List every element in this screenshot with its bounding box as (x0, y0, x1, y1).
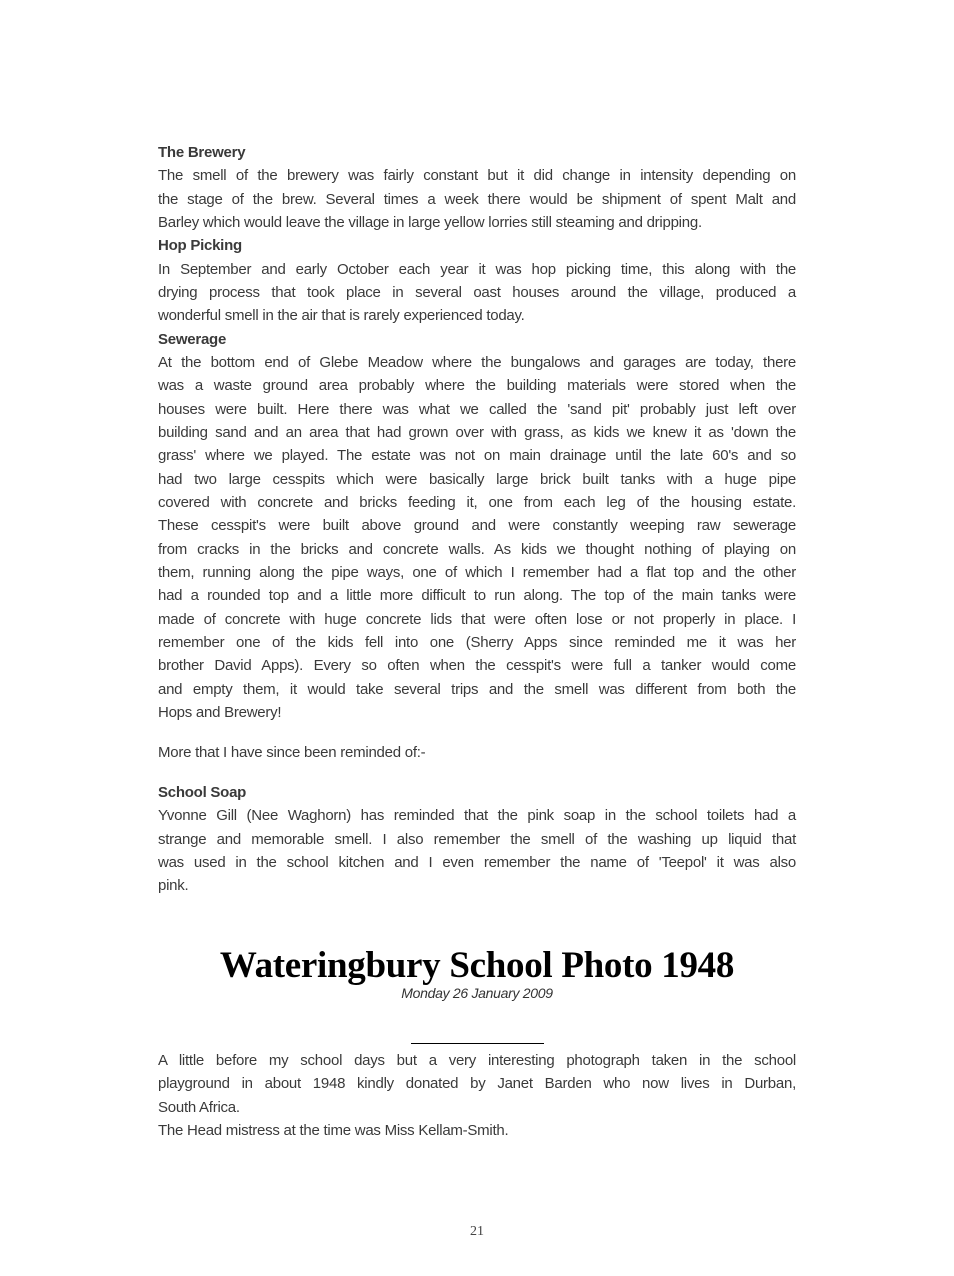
text-line: was a waste ground area probably where the building materials were stored when the (158, 377, 796, 395)
text-line: had a rounded top and a little more difficult to run along. The top of the main tanks were (158, 587, 796, 605)
text-line: The smell of the brewery was fairly constant but it did change in intensity depending on (158, 167, 796, 185)
article-title: Wateringbury School Photo 1948 (219, 945, 735, 986)
text-line: More that I have since been reminded of:- (158, 744, 426, 761)
text-line: was used in the school kitchen and I even remember the name of 'Teepol' it was also (158, 853, 796, 871)
section-heading: Sewerage (158, 330, 227, 348)
text-line: building sand and an area that had grown over with grass, as kids we knew it as 'down the (158, 423, 796, 441)
article-body (158, 1049, 796, 1142)
text-line: covered with concrete and bricks feeding it, one from each leg of the housing estate. (158, 493, 796, 511)
text-line: wonderful smell in the air that is rarely experienced today. (158, 307, 525, 325)
text-line: In September and early October each year it was hop picking time, this along with the (158, 260, 796, 278)
text-line: houses were built. Here there was what we called the 'sand pit' probably just left over (158, 400, 796, 418)
article-date: Monday 26 January 2009 (401, 985, 553, 1001)
text-line: strange and memorable smell. I also remember the smell of the washing up liquid that (158, 830, 796, 848)
text-line: These cesspit's were built above ground and were constantly weeping raw sewerage (158, 517, 796, 535)
page-number: 21 (470, 1224, 484, 1239)
text-line: grass' where we played. The estate was not on main drainage until the late 60's and so (158, 447, 796, 465)
text-line: South Africa. (158, 1098, 240, 1116)
text-line: remember one of the kids fell into one (Sherry Apps since reminded me it was her (158, 633, 796, 651)
reminder-text (158, 741, 796, 764)
text-line: the stage of the brew. Several times a week there would be shipment of spent Malt and (158, 190, 796, 208)
text-line: playground in about 1948 kindly donated by Janet Barden who now lives in Durban, (158, 1075, 796, 1093)
section-heading: The Brewery (158, 144, 246, 161)
section-heading: Hop Picking (158, 237, 242, 255)
text-line: Barley which would leave the village in large yellow lorries still steaming and dripping. (158, 213, 702, 231)
section-school-soap (158, 781, 796, 898)
section-brewery (158, 141, 796, 724)
text-line: from cracks in the bricks and concrete walls. As kids we thought nothing of playing on (158, 540, 796, 558)
text-line: drying process that took place in several oast houses around the village, produced a (158, 283, 796, 301)
text-line: At the bottom end of Glebe Meadow where the bungalows and garages are today, there (158, 353, 796, 371)
text-line: brother David Apps). Every so often when the cesspit's were full a tanker would come (158, 657, 796, 675)
text-line: The Head mistress at the time was Miss Kellam-Smith. (158, 1121, 509, 1139)
text-line: had two large cesspits which were basically large brick built tanks with a huge pipe (158, 470, 796, 488)
text-line: Yvonne Gill (Nee Waghorn) has reminded that the pink soap in the school toilets had a (158, 807, 796, 825)
text-line: them, running along the pipe ways, one of which I remember had a flat top and the other (158, 563, 796, 581)
divider (411, 1043, 544, 1044)
text-line: pink. (158, 877, 189, 895)
text-line: made of concrete with huge concrete lids that were often lose or not properly in place. I (158, 610, 796, 628)
text-line: Hops and Brewery! (158, 703, 282, 721)
text-line: A little before my school days but a very interesting photograph taken in the school (158, 1052, 796, 1069)
section-heading: School Soap (158, 784, 247, 801)
text-line: and empty them, it would take several trips and the smell was different from both the (158, 680, 796, 698)
